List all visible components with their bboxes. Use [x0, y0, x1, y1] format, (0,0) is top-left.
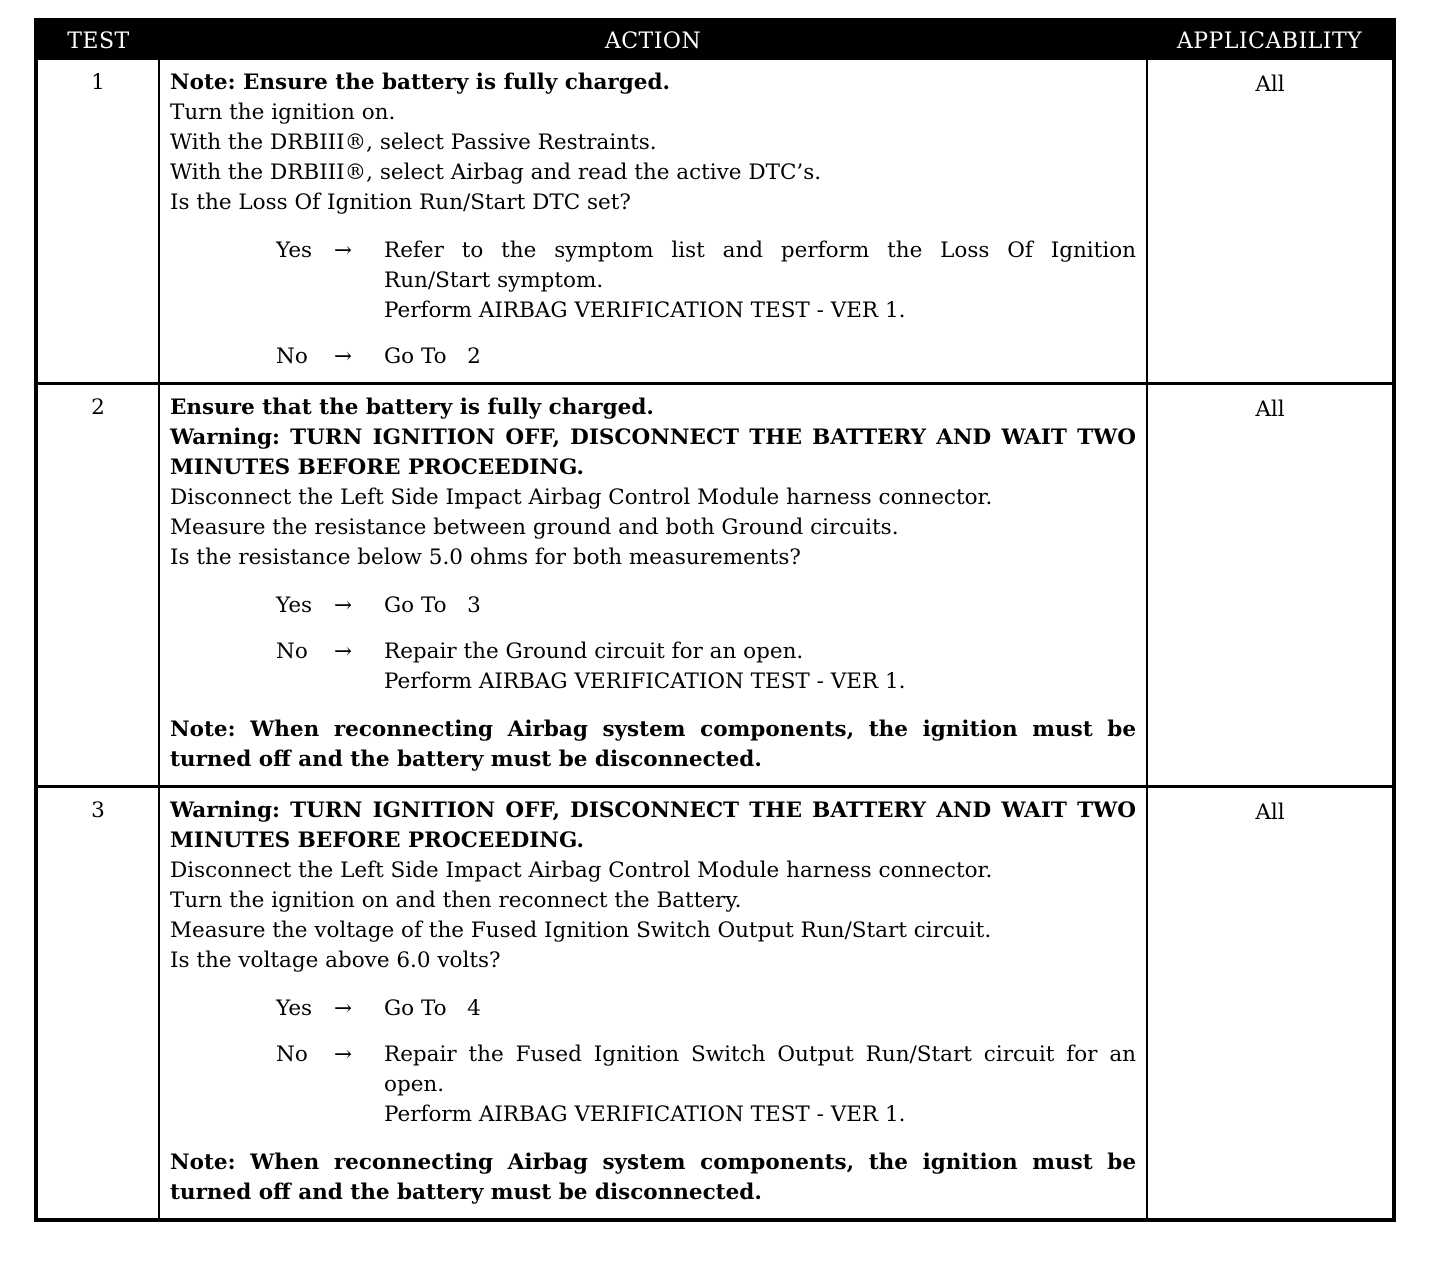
- yes-label: Yes: [276, 996, 313, 1021]
- yes-label: Yes: [276, 593, 313, 618]
- action-line: Measure the resistance between ground and both Ground circuits.: [170, 515, 899, 540]
- action-line: With the DRBIII®, select Passive Restraints.: [170, 130, 657, 155]
- arrow-icon: →: [334, 639, 353, 664]
- yes-option: [170, 994, 1136, 1024]
- action-cell: [159, 787, 1147, 1219]
- yes-result: [384, 994, 1136, 1024]
- test-number: 1: [91, 70, 105, 95]
- table-row: [38, 60, 1392, 384]
- no-option: [170, 1040, 1136, 1130]
- no-option: [170, 342, 1136, 372]
- action-line: Is the resistance below 5.0 ohms for both measurements?: [170, 545, 801, 570]
- result-line: Repair the Fused Ignition Switch Output Run/Start circuit for an open.: [384, 1042, 1136, 1097]
- action-bold-line: Ensure that the battery is fully charged.: [170, 395, 654, 420]
- header-test: TEST: [38, 22, 159, 60]
- arrow-icon: →: [334, 593, 353, 618]
- action-line: Disconnect the Left Side Impact Airbag Control Module harness connector.: [170, 858, 993, 883]
- action-line: Turn the ignition on.: [170, 100, 396, 125]
- result-line: Refer to the symptom list and perform the Loss Of Ignition Run/Start symptom.: [384, 238, 1136, 293]
- result-line: Repair the Ground circuit for an open.: [384, 639, 804, 664]
- no-option: [170, 637, 1136, 697]
- no-label: No: [276, 344, 308, 369]
- table-header-row: [38, 22, 1392, 60]
- arrow-icon: →: [334, 996, 353, 1021]
- test-table: [38, 22, 1392, 1218]
- result-line: Go To 3: [384, 593, 481, 618]
- test-number: 3: [38, 787, 159, 1219]
- diagnostic-test-table: [34, 18, 1396, 1222]
- arrow-icon: →: [334, 1042, 353, 1067]
- result-line: Go To 4: [384, 996, 481, 1021]
- action-line: Is the voltage above 6.0 volts?: [170, 948, 501, 973]
- test-number: 2: [38, 384, 159, 787]
- action-line: Disconnect the Left Side Impact Airbag Control Module harness connector.: [170, 485, 993, 510]
- warning-line: Warning: TURN IGNITION OFF, DISCONNECT THE BATTERY AND WAIT TWO MINUTES BEFORE PROCEEDING.: [170, 425, 1136, 480]
- action-bold-line: Note: Ensure the battery is fully charged.: [170, 70, 670, 95]
- applicability-cell: All: [1147, 787, 1392, 1219]
- table-row: [38, 787, 1392, 1219]
- warning-line: Warning: TURN IGNITION OFF, DISCONNECT THE BATTERY AND WAIT TWO MINUTES BEFORE PROCEEDING.: [170, 798, 1136, 853]
- result-line: Go To 2: [384, 344, 481, 369]
- arrow-icon: →: [334, 238, 353, 263]
- yes-option: [170, 591, 1136, 621]
- action-line: Is the Loss Of Ignition Run/Start DTC set?: [170, 190, 631, 215]
- applicability-cell: All: [1255, 72, 1285, 97]
- yes-result: [384, 591, 1136, 621]
- answer-options: [170, 994, 1136, 1130]
- header-action: ACTION: [159, 22, 1147, 60]
- action-cell: [159, 384, 1147, 787]
- no-label: No: [276, 639, 308, 664]
- table-row: [38, 384, 1392, 787]
- action-line: Turn the ignition on and then reconnect the Battery.: [170, 888, 742, 913]
- reconnect-note: Note: When reconnecting Airbag system components, the ignition must be turned off and the battery must be disconnected.: [170, 717, 1136, 772]
- no-label: No: [276, 1042, 308, 1067]
- yes-result: [384, 236, 1136, 326]
- action-cell: [159, 60, 1147, 384]
- answer-options: [170, 236, 1136, 372]
- no-result: [384, 342, 1136, 372]
- answer-options: [170, 591, 1136, 697]
- result-line: Perform AIRBAG VERIFICATION TEST - VER 1.: [384, 1102, 906, 1127]
- action-line: With the DRBIII®, select Airbag and read the active DTC’s.: [170, 160, 822, 185]
- reconnect-note: Note: When reconnecting Airbag system components, the ignition must be turned off and the battery must be disconnected.: [170, 1150, 1136, 1205]
- action-line: Measure the voltage of the Fused Ignition Switch Output Run/Start circuit.: [170, 918, 992, 943]
- result-line: Perform AIRBAG VERIFICATION TEST - VER 1.: [384, 669, 906, 694]
- header-applicability: APPLICABILITY: [1147, 22, 1392, 60]
- no-result: [384, 637, 1136, 697]
- applicability-cell: All: [1147, 384, 1392, 787]
- yes-label: Yes: [276, 238, 313, 263]
- arrow-icon: →: [334, 344, 353, 369]
- no-result: [384, 1040, 1136, 1130]
- yes-option: [170, 236, 1136, 326]
- result-line: Perform AIRBAG VERIFICATION TEST - VER 1.: [384, 298, 906, 323]
